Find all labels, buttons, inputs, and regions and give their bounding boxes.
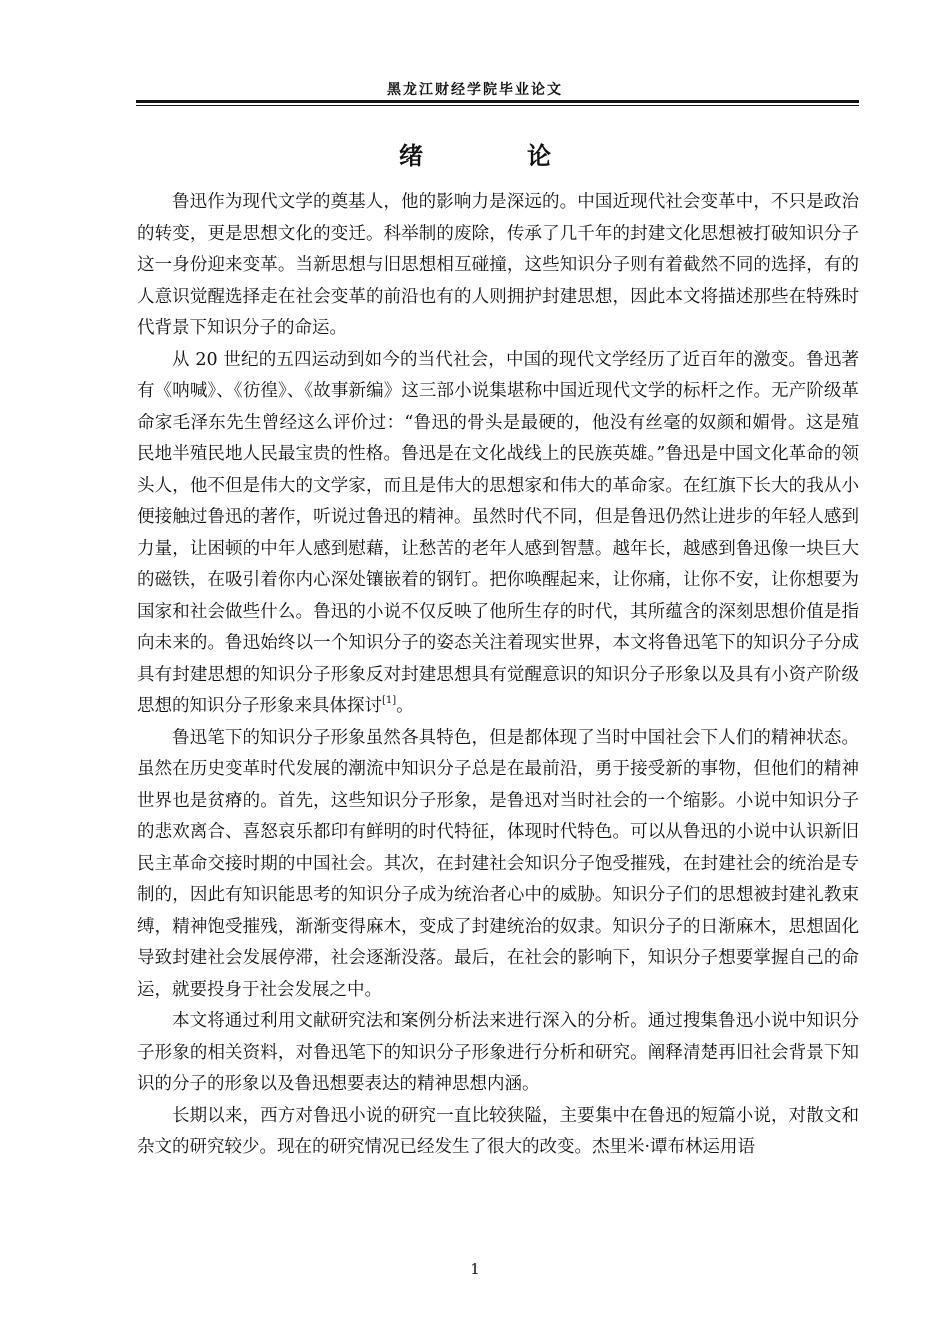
paragraph-text: 长期以来，西方对鲁迅小说的研究一直比较狭隘，主要集中在鲁迅的短篇小说，对散文和杂文的研究较少。现在的研究情况已经发生了很大的改变。杰里米·谭布林运用语 bbox=[137, 1105, 859, 1157]
paragraph-text: 本文将通过利用文献研究法和案例分析法来进行深入的分析。通过搜集鲁迅小说中知识分子形象的相关资料，对鲁迅笔下的知识分子形象进行分析和研究。阐释清楚再旧社会背景下知识的分子的形象以及鲁迅想要表达的精神思想内涵。 bbox=[137, 1011, 859, 1094]
paragraph bbox=[137, 723, 859, 1007]
paragraph-text: 从 20 世纪的五四运动到如今的当代社会，中国的现代文学经历了近百年的激变。鲁迅著有《呐喊》、《彷徨》、《故事新编》这三部小说集堪称中国近现代文学的标杆之作。无产阶级革命家毛泽东先生曾经这么评价过：“鲁迅的骨头是最硬的，他没有丝毫的奴颜和媚骨。这是殖民地半殖民地人民最宝贵的性格。鲁迅是在文化战线上的民族英雄。”鲁迅是中国文化革命的领头人，他不但是伟大的文学家，而且是伟大的思想家和伟大的革命家。在红旗下长大的我从小便接触过鲁迅的著作，听说过鲁迅的精神。虽然时代不同，但是鲁迅仍然让进步的年轻人感到力量，让困顿的中年人感到慰藉，让愁苦的老年人感到智慧。越年长，越感到鲁迅像一块巨大的磁铁，在吸引着你内心深处镶嵌着的钢钉。把你唤醒起来，让你痛，让你不安，让你想要为国家和社会做些什么。鲁迅的小说不仅反映了他所生存的时代，其所蕴含的深刻思想价值是指向未来的。鲁迅始终以一个知识分子的姿态关注着现实世界，本文将鲁迅笔下的知识分子分成具有封建思想的知识分子形象反对封建思想具有觉醒意识的知识分子形象以及具有小资产阶级思想的知识分子形象来具体探讨 bbox=[137, 349, 859, 716]
citation-ref: [1] bbox=[382, 695, 397, 706]
paragraph-text: 鲁迅作为现代文学的奠基人，他的影响力是深远的。中国近现代社会变革中，不只是政治的转变，更是思想文化的变迁。科举制的废除，传承了几千年的封建文化思想被打破知识分子这一身份迎来变革。当新思想与旧思想相互碰撞，这些知识分子则有着截然不同的选择，有的人意识觉醒选择走在社会变革的前沿也有的人则拥护封建思想，因此本文将描述那些在特殊时代背景下知识分子的命运。 bbox=[137, 192, 859, 338]
paragraph bbox=[137, 345, 859, 723]
paragraph bbox=[137, 1006, 859, 1101]
paragraph bbox=[137, 1101, 859, 1164]
paragraph bbox=[137, 187, 859, 345]
header-rule-thick bbox=[136, 100, 859, 103]
page-number: 1 bbox=[470, 1260, 480, 1278]
paragraph-tail: 。 bbox=[396, 696, 414, 716]
running-header: 黑龙江财经学院毕业论文 bbox=[387, 82, 563, 98]
header-rule-thin bbox=[136, 105, 859, 106]
chapter-title: 绪 论 bbox=[399, 141, 591, 170]
body-text bbox=[137, 187, 859, 1164]
paragraph-text: 鲁迅笔下的知识分子形象虽然各具特色，但是都体现了当时中国社会下人们的精神状态。虽然在历史变革时代发展的潮流中知识分子总是在最前沿，勇于接受新的事物，但他们的精神世界也是贫瘠的。首先，这些知识分子形象，是鲁迅对当时社会的一个缩影。小说中知识分子的悲欢离合、喜怒哀乐都印有鲜明的时代特征，体现时代特色。可以从鲁迅的小说中认识新旧民主革命交接时期的中国社会。其次，在封建社会知识分子饱受摧残，在封建社会的统治是专制的，因此有知识能思考的知识分子成为统治者心中的威胁。知识分子们的思想被封建礼教束缚，精神饱受摧残，渐渐变得麻木，变成了封建统治的奴隶。知识分子的日渐麻木，思想固化导致封建社会发展停滞，社会逐渐没落。最后，在社会的影响下，知识分子想要掌握自己的命运，就要投身于社会发展之中。 bbox=[137, 727, 859, 1000]
